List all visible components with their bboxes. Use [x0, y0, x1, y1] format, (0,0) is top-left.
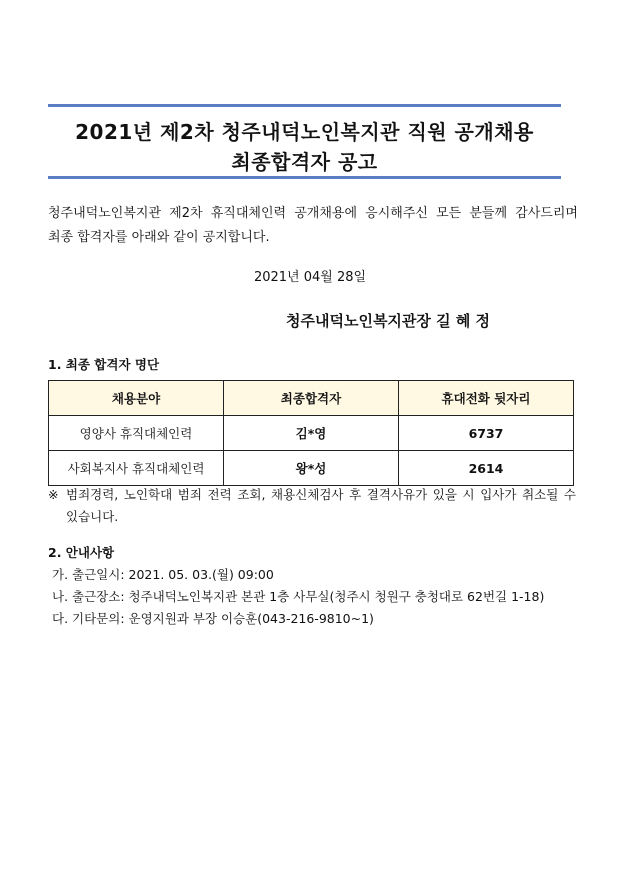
cell-name: 왕*성: [224, 451, 399, 486]
section1-title: 1. 최종 합격자 명단: [48, 357, 160, 372]
table-row: [49, 451, 574, 486]
cell-field: 영양사 휴직대체인력: [49, 416, 224, 451]
signer: 청주내덕노인복지관장 길 혜 정: [286, 312, 491, 330]
column-header-field: 채용분야: [49, 381, 224, 416]
page-title-line1: 2021년 제2차 청주내덕노인복지관 직원 공개채용: [75, 120, 534, 144]
cell-field: 사회복지사 휴직대체인력: [49, 451, 224, 486]
section2-title: 2. 안내사항: [48, 545, 115, 560]
table-header-row: [49, 381, 574, 416]
note-mark: ※: [48, 487, 59, 502]
disclaimer-note: [48, 484, 576, 528]
cell-phone: 6737: [399, 416, 574, 451]
column-header-phone: 휴대전화 뒷자리: [399, 381, 574, 416]
info-item-start-date: 가. 출근일시: 2021. 05. 03.(월) 09:00: [52, 567, 274, 582]
note-text: 범죄경력, 노인학대 범죄 전력 조회, 채용신체검사 후 결격사유가 있을 시 입사가 취소될 수 있습니다.: [66, 487, 576, 524]
results-table: [48, 380, 574, 486]
title-top-rule: [48, 104, 561, 107]
title-bottom-rule: [48, 176, 561, 179]
column-header-name: 최종합격자: [224, 381, 399, 416]
intro-paragraph: 청주내덕노인복지관 제2차 휴직대체인력 공개채용에 응시해주신 모든 분들께 감사드리며 최종 합격자를 아래와 같이 공지합니다.: [48, 206, 578, 245]
table-row: [49, 416, 574, 451]
cell-name: 김*영: [224, 416, 399, 451]
cell-phone: 2614: [399, 451, 574, 486]
announcement-date: 2021년 04월 28일: [253, 270, 367, 285]
info-item-location: 나. 출근장소: 청주내덕노인복지관 본관 1층 사무실(청주시 청원구 충청대로 62번길 1-18): [52, 589, 545, 604]
info-item-contact: 다. 기타문의: 운영지원과 부장 이승훈(043-216-9810~1): [52, 611, 374, 626]
info-list: [52, 564, 592, 630]
page-title-line2: 최종합격자 공고: [231, 150, 378, 174]
